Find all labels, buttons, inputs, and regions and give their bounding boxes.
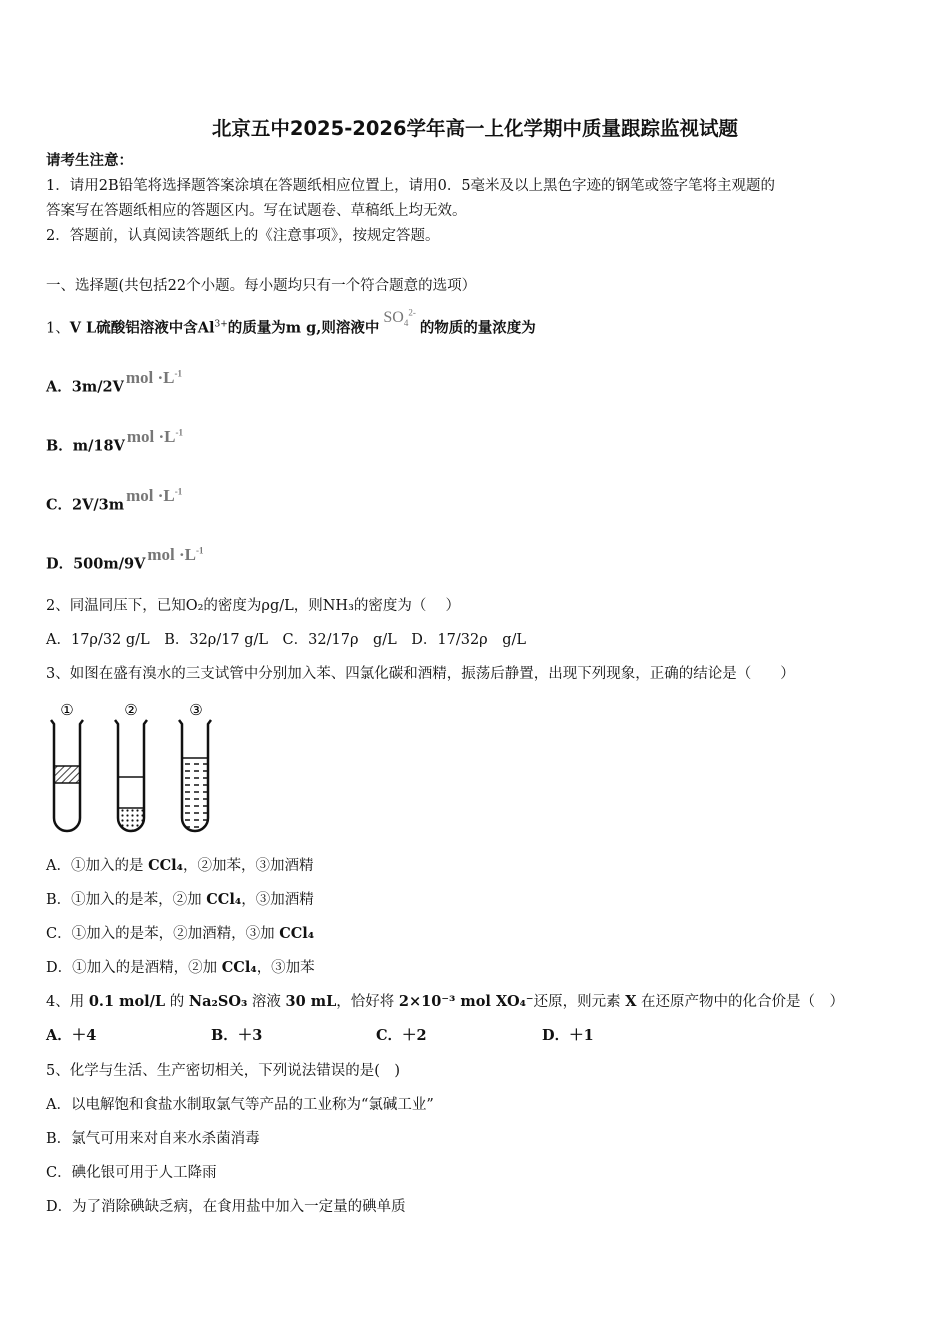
q1-text-a: V L硫酸铝溶液中含Al: [69, 319, 215, 337]
q4-option-d: D．＋1: [542, 1027, 594, 1044]
question-4-options: [46, 1026, 646, 1046]
tube-1-upper-layer: [53, 766, 81, 783]
q5-option-b: B．氯气可用来对自来水杀菌消毒: [46, 1131, 260, 1147]
q4-option-b: B．＋3: [211, 1027, 263, 1044]
question-1-stem: [46, 308, 536, 344]
q4-option-c: C．＋2: [376, 1027, 427, 1044]
q1-prefix: 1、: [46, 320, 70, 337]
notice-line-1b: 答案写在答题纸相应的答题区内。写在试题卷、草稿纸上均无效。: [46, 203, 467, 219]
q1-text-c: 的物质的量浓度为: [419, 319, 536, 337]
notice-heading: 请考生注意：: [46, 152, 133, 169]
tube-label-2: ②: [124, 701, 138, 719]
q1-option-b: B．m/18Vmol $\cdot L^{-1}$: [46, 426, 183, 455]
sulfate-formula: $SO_4^{2-}$: [383, 308, 416, 329]
q4-option-a: A．＋4: [46, 1027, 97, 1044]
q5-option-d: D．为了消除碘缺乏病，在食用盐中加入一定量的碘单质: [46, 1199, 406, 1215]
q3-option-c: C．①加入的是苯，②加酒精，③加 CCl₄: [46, 925, 315, 942]
test-tube-1: [51, 701, 83, 831]
notice-line-2: 2．答题前，认真阅读答题纸上的《注意事项》，按规定答题。: [46, 228, 440, 244]
unit-mol-per-l: mol $\cdot L^{-1}$: [125, 367, 182, 387]
q3-option-b: B．①加入的是苯，②加 CCl₄，③加酒精: [46, 891, 314, 908]
q1-ion-charge: 3+: [214, 319, 228, 330]
unit-mol-per-l: mol $\cdot L^{-1}$: [147, 544, 204, 564]
q5-option-a: A．以电解饱和食盐水制取氯气等产品的工业称为“氯碱工业”: [46, 1097, 434, 1113]
test-tube-2: [115, 701, 147, 831]
tube-label-3: ③: [189, 701, 203, 719]
question-4-stem: 4、用 0.1 mol/L 的 Na₂SO₃ 溶液 30 mL，恰好将 2×10⁻³ mol XO₄⁻还原，则元素 X 在还原产物中的化合价是（ ）: [46, 993, 845, 1010]
q3-option-a: A．①加入的是 CCl₄，②加苯，③加酒精: [46, 857, 314, 874]
test-tubes-figure: [40, 698, 230, 843]
question-3-stem: 3、如图在盛有溴水的三支试管中分别加入苯、四氯化碳和酒精，振荡后静置，出现下列现象，正确的结论是（ ）: [46, 666, 795, 682]
q1-text-b: 的质量为m g,则溶液中: [227, 319, 380, 337]
question-5-stem: 5、化学与生活、生产密切相关，下列说法错误的是( ): [46, 1063, 401, 1079]
test-tube-3: [179, 701, 211, 831]
question-2-options: A．17ρ/32 g/L B．32ρ/17 g/L C．32/17ρ g/L D．17/32ρ g/L: [46, 632, 526, 648]
tube-3-liquid: [183, 760, 207, 830]
q3-option-d: D．①加入的是酒精，②加 CCl₄，③加苯: [46, 959, 315, 976]
q5-option-c: C．碘化银可用于人工降雨: [46, 1165, 217, 1181]
section-heading: 一、选择题(共包括22个小题。每小题均只有一个符合题意的选项）: [46, 278, 477, 294]
notice-line-1a: 1．请用2B铅笔将选择题答案涂填在答题纸相应位置上，请用0．5毫米及以上黑色字迹的钢笔或签字笔将主观题的: [46, 178, 776, 194]
tube-label-1: ①: [60, 701, 74, 719]
page-title: 北京五中2025-2026学年高一上化学期中质量跟踪监视试题: [211, 117, 739, 140]
question-2-stem: 2、同温同压下，已知O₂的密度为ρg/L，则NH₃的密度为（ ）: [46, 598, 460, 614]
q1-option-c: C．2V/3mmol $\cdot L^{-1}$: [46, 485, 183, 514]
unit-mol-per-l: mol $\cdot L^{-1}$: [126, 426, 183, 446]
q1-option-d: D．500m/9Vmol $\cdot L^{-1}$: [46, 544, 204, 573]
unit-mol-per-l: mol $\cdot L^{-1}$: [126, 485, 183, 505]
q1-option-a: A．3m/2Vmol $\cdot L^{-1}$: [46, 367, 182, 396]
